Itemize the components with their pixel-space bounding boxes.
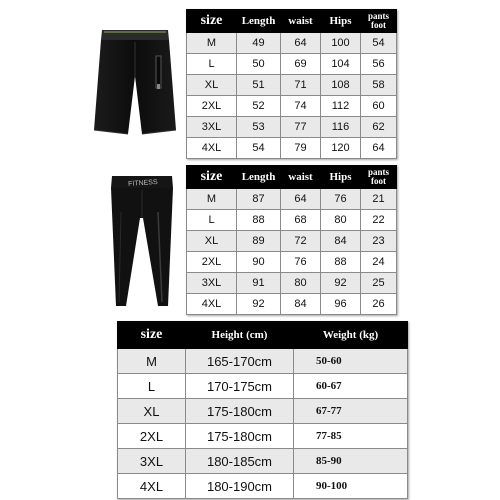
header-hips: Hips <box>321 10 361 33</box>
cell-hips: 88 <box>321 252 361 273</box>
cell-length: 87 <box>237 189 281 210</box>
cell-pants-foot: 54 <box>361 33 397 54</box>
cell-size: 3XL <box>187 117 237 138</box>
table-row <box>118 399 408 424</box>
cell-height: 180-190cm <box>186 474 294 499</box>
cell-size: L <box>118 374 186 399</box>
cell-weight: 85-90 <box>294 449 408 474</box>
cell-length: 49 <box>237 33 281 54</box>
table-row <box>187 75 397 96</box>
cell-weight: 60-67 <box>294 374 408 399</box>
cell-length: 89 <box>237 231 281 252</box>
cell-length: 92 <box>237 294 281 315</box>
table-row <box>118 424 408 449</box>
cell-hips: 96 <box>321 294 361 315</box>
header-waist: waist <box>281 166 321 189</box>
cell-pants-foot: 60 <box>361 96 397 117</box>
cell-length: 51 <box>237 75 281 96</box>
table-header-row <box>187 10 397 33</box>
cell-height: 170-175cm <box>186 374 294 399</box>
cell-size: XL <box>118 399 186 424</box>
table-row <box>118 374 408 399</box>
cell-waist: 77 <box>281 117 321 138</box>
table-header-row <box>118 322 408 349</box>
table-header-row <box>187 166 397 189</box>
cell-waist: 79 <box>281 138 321 159</box>
cell-waist: 64 <box>281 189 321 210</box>
cell-size: XL <box>187 75 237 96</box>
table-row <box>118 474 408 499</box>
table-row <box>187 33 397 54</box>
cell-hips: 76 <box>321 189 361 210</box>
cell-weight: 90-100 <box>294 474 408 499</box>
header-size: size <box>187 10 237 33</box>
cell-waist: 74 <box>281 96 321 117</box>
cell-hips: 84 <box>321 231 361 252</box>
table-row <box>187 117 397 138</box>
table-row <box>187 252 397 273</box>
cell-pants-foot: 58 <box>361 75 397 96</box>
cell-size: 2XL <box>187 96 237 117</box>
table-row <box>187 138 397 159</box>
cell-length: 88 <box>237 210 281 231</box>
cell-pants-foot: 64 <box>361 138 397 159</box>
cell-weight: 77-85 <box>294 424 408 449</box>
header-weight: Weight (kg) <box>294 322 408 349</box>
cell-pants-foot: 25 <box>361 273 397 294</box>
cell-hips: 104 <box>321 54 361 75</box>
cell-hips: 120 <box>321 138 361 159</box>
cell-weight: 67-77 <box>294 399 408 424</box>
cell-size: 4XL <box>187 138 237 159</box>
cell-pants-foot: 62 <box>361 117 397 138</box>
cell-size: L <box>187 210 237 231</box>
cell-waist: 68 <box>281 210 321 231</box>
cell-waist: 84 <box>281 294 321 315</box>
cell-size: L <box>187 54 237 75</box>
header-length: Length <box>237 10 281 33</box>
header-pants-foot: pants foot <box>361 166 397 189</box>
table-row <box>187 210 397 231</box>
cell-size: 2XL <box>118 424 186 449</box>
cell-pants-foot: 56 <box>361 54 397 75</box>
cell-height: 175-180cm <box>186 399 294 424</box>
header-height: Height (cm) <box>186 322 294 349</box>
leggings-waistband-text: FITNESS <box>127 178 158 188</box>
cell-size: 3XL <box>187 273 237 294</box>
body-size-table <box>117 321 408 499</box>
cell-size: 2XL <box>187 252 237 273</box>
cell-length: 54 <box>237 138 281 159</box>
cell-pants-foot: 26 <box>361 294 397 315</box>
table-row <box>187 54 397 75</box>
cell-hips: 80 <box>321 210 361 231</box>
cell-size: M <box>187 189 237 210</box>
header-length: Length <box>237 166 281 189</box>
cell-hips: 92 <box>321 273 361 294</box>
cell-waist: 80 <box>281 273 321 294</box>
cell-hips: 116 <box>321 117 361 138</box>
cell-size: M <box>118 349 186 374</box>
table-row <box>187 96 397 117</box>
cell-pants-foot: 23 <box>361 231 397 252</box>
header-waist: waist <box>281 10 321 33</box>
shorts-zip-pocket <box>156 56 161 88</box>
leggings-image <box>102 172 180 312</box>
cell-size: 4XL <box>187 294 237 315</box>
cell-length: 91 <box>237 273 281 294</box>
cell-length: 52 <box>237 96 281 117</box>
header-size: size <box>118 322 186 349</box>
cell-pants-foot: 21 <box>361 189 397 210</box>
table-row <box>118 349 408 374</box>
shorts-size-table <box>186 9 397 159</box>
cell-waist: 64 <box>281 33 321 54</box>
cell-hips: 112 <box>321 96 361 117</box>
cell-height: 175-180cm <box>186 424 294 449</box>
cell-waist: 69 <box>281 54 321 75</box>
shorts-image <box>90 26 180 138</box>
cell-size: 4XL <box>118 474 186 499</box>
cell-size: XL <box>187 231 237 252</box>
cell-length: 90 <box>237 252 281 273</box>
cell-pants-foot: 24 <box>361 252 397 273</box>
header-hips: Hips <box>321 166 361 189</box>
cell-length: 53 <box>237 117 281 138</box>
table-row <box>187 189 397 210</box>
table-row <box>187 294 397 315</box>
header-size: size <box>187 166 237 189</box>
pants-size-table <box>186 165 397 315</box>
cell-size: 3XL <box>118 449 186 474</box>
cell-pants-foot: 22 <box>361 210 397 231</box>
cell-waist: 76 <box>281 252 321 273</box>
cell-hips: 108 <box>321 75 361 96</box>
table-row <box>118 449 408 474</box>
cell-height: 165-170cm <box>186 349 294 374</box>
cell-length: 50 <box>237 54 281 75</box>
cell-waist: 72 <box>281 231 321 252</box>
header-pants-foot: pants foot <box>361 10 397 33</box>
cell-waist: 71 <box>281 75 321 96</box>
table-row <box>187 273 397 294</box>
table-row <box>187 231 397 252</box>
cell-hips: 100 <box>321 33 361 54</box>
cell-weight: 50-60 <box>294 349 408 374</box>
cell-height: 180-185cm <box>186 449 294 474</box>
cell-size: M <box>187 33 237 54</box>
